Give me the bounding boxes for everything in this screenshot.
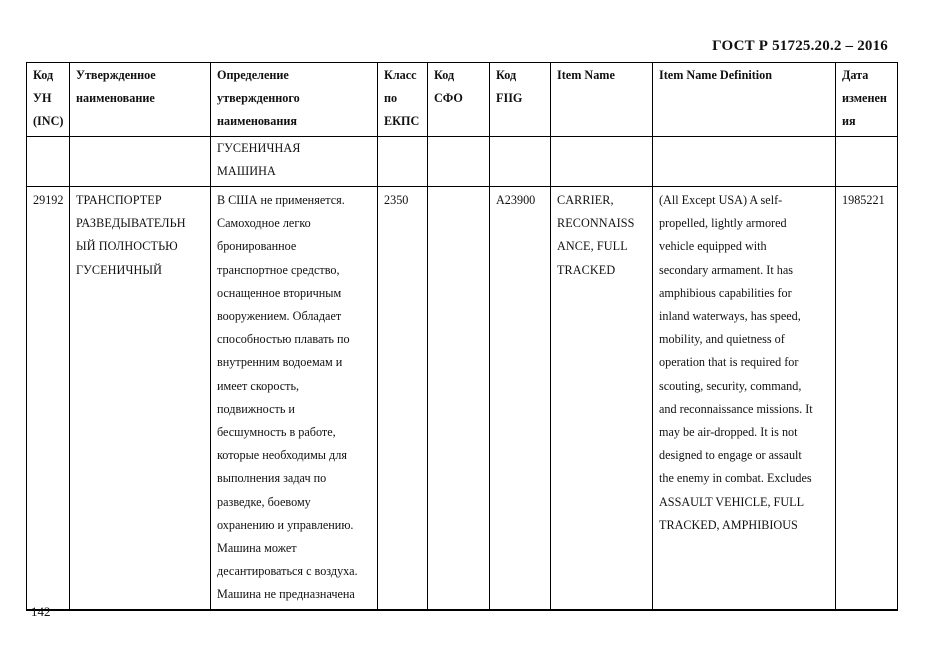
cell-definition: В США не применяется. Самоходное легко бронированное транспортное средство, оснащенное вторичным вооружением. Обладает способностью плавать по внутренним водоемам и имеет скорость, подвижность и бесшумность в работе, которые необходимы для выполнения задач по разведке, боевому охранению и управлению. Машина может десантироваться с воздуха. Машина не предназначена — [211, 187, 378, 610]
catalog-table — [26, 62, 898, 611]
cell-inc: 29192 — [27, 187, 70, 610]
cell-empty — [551, 136, 653, 186]
col-header-inc: Код УН (INC) — [27, 63, 70, 137]
cell-item-name-definition: (All Except USA) A self- propelled, lightly armored vehicle equipped with secondary armament. It has amphibious capabilities for inland waterways, has speed, mobility, and quietness of operation that is required for scouting, security, command, and reconnaissance missions. It may be air-dropped. It is not designed to engage or assault the enemy in combat. Excludes ASSAULT VEHICLE, FULL TRACKED, AMPHIBIOUS — [653, 187, 836, 610]
cell-change-date: 1985221 — [836, 187, 898, 610]
cell-empty — [653, 136, 836, 186]
cell-empty — [27, 136, 70, 186]
cell-empty — [378, 136, 428, 186]
col-header-definition: Определение утвержденного наименования — [211, 63, 378, 137]
table-row-continuation — [27, 136, 898, 186]
cell-ekps-class: 2350 — [378, 187, 428, 610]
table-header-row — [27, 63, 898, 137]
col-header-item-name-definition: Item Name Definition — [653, 63, 836, 137]
page-number: 142 — [31, 604, 51, 619]
cell-approved-name: ТРАНСПОРТЕР РАЗВЕДЫВАТЕЛЬН ЫЙ ПОЛНОСТЬЮ ГУСЕНИЧНЫЙ — [70, 187, 211, 610]
col-header-approved-name: Утвержденное наименование — [70, 63, 211, 137]
cell-fiig-code: A23900 — [490, 187, 551, 610]
col-header-fiig-code: Код FIIG — [490, 63, 551, 137]
cell-empty — [428, 136, 490, 186]
document-code: ГОСТ Р 51725.20.2 – 2016 — [712, 38, 888, 54]
cell-empty — [490, 136, 551, 186]
col-header-sfo-code: Код СФО — [428, 63, 490, 137]
cell-sfo-code — [428, 187, 490, 610]
cell-item-name: CARRIER, RECONNAISS ANCE, FULL TRACKED — [551, 187, 653, 610]
col-header-item-name: Item Name — [551, 63, 653, 137]
cell-empty — [70, 136, 211, 186]
col-header-change-date: Дата изменен ия — [836, 63, 898, 137]
cell-definition-continued: ГУСЕНИЧНАЯ МАШИНА — [211, 136, 378, 186]
cell-empty — [836, 136, 898, 186]
table-row — [27, 187, 898, 610]
col-header-ekps-class: Класс по ЕКПС — [378, 63, 428, 137]
